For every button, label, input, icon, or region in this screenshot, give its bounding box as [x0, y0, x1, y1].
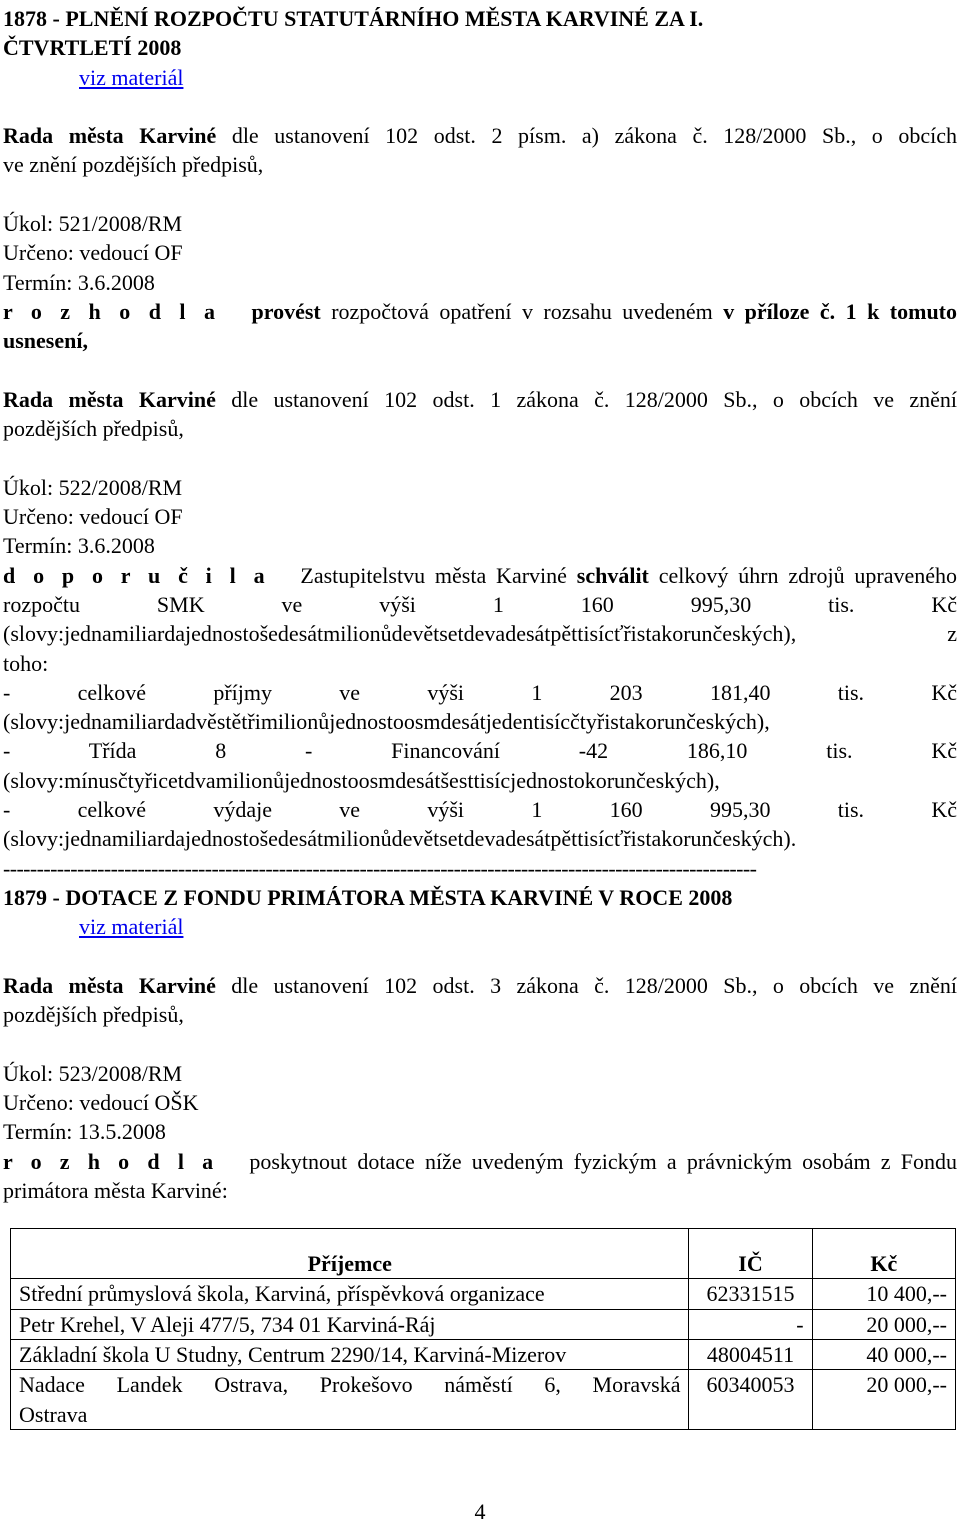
expenditure-line: - celkové výdaje ve výši 1 160 995,30 tis. Kč [3, 797, 957, 823]
header-amount: Kč [812, 1229, 955, 1279]
task-521: Úkol: 521/2008/RM [3, 211, 183, 237]
financing-line: - Třída 8 - Financování -42 186,10 tis. Kč [3, 738, 957, 764]
recipient-cell [11, 1370, 689, 1430]
authority-clause-1-cont: ve znění pozdějších předpisů, [3, 152, 264, 178]
section-1878-title-line1: 1878 - PLNĚNÍ ROZPOČTU STATUTÁRNÍHO MĚSTA KARVINÉ ZA I. [3, 6, 704, 31]
income-line: - celkové příjmy ve výši 1 203 181,40 tis. Kč [3, 679, 957, 705]
authority-clause-2: Rada města Karviné dle ustanovení 102 odst. 1 zákona č. 128/2000 Sb., o obcích ve znění [3, 386, 957, 412]
recipient-cell: Petr Krehel, V Aleji 477/5, 734 01 Karviná-Ráj [11, 1309, 689, 1339]
section-1878-title-line2: ČTVRTLETÍ 2008 [3, 35, 182, 61]
table-row [11, 1340, 956, 1370]
amount-cell: 40 000,-- [812, 1340, 955, 1370]
amount-cell: 20 000,-- [812, 1370, 955, 1430]
budget-total-line: rozpočtu SMK ve výši 1 160 995,30 tis. Kč [3, 591, 957, 617]
header-ic: IČ [689, 1229, 812, 1279]
recommendation-522: d o p o r u č i l a Zastupitelstvu města Karviné schválit celkový úhrn zdrojů upraveného [3, 562, 958, 588]
resolution-521: r o z h o d l a provést rozpočtová opatření v rozsahu uvedeném v příloze č. 1 k tomuto [3, 298, 957, 324]
financing-words: (slovy:mínusčtyřicetdvamilionůjednostoosmdesátšesttisícjednostokorunčeských), [3, 767, 720, 793]
ic-cell: 60340053 [689, 1370, 812, 1430]
resolution-523-cont: primátora města Karviné: [3, 1177, 228, 1203]
resolution-521-cont: usnesení, [3, 328, 88, 354]
of-which-label: toho: [3, 650, 49, 676]
authority-clause-1: Rada města Karviné dle ustanovení 102 odst. 2 písm. a) zákona č. 128/2000 Sb., o obcích [3, 123, 958, 149]
amount-cell: 10 400,-- [812, 1279, 955, 1309]
view-material-link-1879[interactable]: viz materiál [79, 914, 184, 940]
ic-cell: 62331515 [689, 1279, 812, 1309]
deadline-522: Termín: 3.6.2008 [3, 533, 155, 559]
recipient-cell: Střední průmyslová škola, Karviná, příspěvková organizace [11, 1279, 689, 1309]
page-number: 4 [474, 1499, 486, 1524]
recipient-line2: Ostrava [19, 1401, 88, 1427]
task-523: Úkol: 523/2008/RM [3, 1060, 183, 1086]
income-words: (slovy:jednamiliardadvěstětřimilionůjednostoosmdesátjedentisícčtyřistakorunčeských), [3, 709, 770, 735]
table-row [11, 1309, 956, 1339]
section-1878-title [3, 4, 957, 63]
recipient-line1: Nadace Landek Ostrava, Prokešovo náměstí 6, Moravská [19, 1372, 681, 1398]
deadline-523: Termín: 13.5.2008 [3, 1119, 166, 1145]
assigned-521: Určeno: vedoucí OF [3, 240, 183, 266]
deadline-521: Termín: 3.6.2008 [3, 269, 155, 295]
authority-clause-3: Rada města Karviné dle ustanovení 102 odst. 3 zákona č. 128/2000 Sb., o obcích ve znění [3, 972, 957, 998]
assigned-522: Určeno: vedoucí OF [3, 504, 183, 530]
authority-clause-3-cont: pozdějších předpisů, [3, 1002, 184, 1028]
amount-cell: 20 000,-- [812, 1309, 955, 1339]
table-row [11, 1370, 956, 1430]
ic-cell: 48004511 [689, 1340, 812, 1370]
authority-clause-2-cont: pozdějších předpisů, [3, 416, 184, 442]
section-separator: ---------------------------------------------------------------------------------------------------------------- [3, 855, 757, 881]
ic-cell: - [689, 1309, 812, 1339]
budget-total-words: (slovy:jednamiliardajednostošedesátmilionůdevětsetdevadesátpěttisícťřistakorunčeských), z [3, 621, 957, 647]
grants-table [10, 1228, 956, 1430]
table-header-row [11, 1229, 956, 1279]
table-row [11, 1279, 956, 1309]
resolution-523: r o z h o d l a poskytnout dotace níže uvedeným fyzickým a právnickým osobám z Fondu [3, 1148, 958, 1174]
view-material-link-1878[interactable]: viz materiál [79, 64, 184, 90]
recipient-cell: Základní škola U Studny, Centrum 2290/14, Karviná-Mizerov [11, 1340, 689, 1370]
task-522: Úkol: 522/2008/RM [3, 474, 183, 500]
expenditure-words: (slovy:jednamiliardajednostošedesátmilionůdevětsetdevadesátpěttisícťřistakorunčeských). [3, 826, 797, 852]
document-page [3, 4, 957, 1430]
assigned-523: Určeno: vedoucí OŠK [3, 1089, 199, 1115]
section-1879-title: 1879 - DOTACE Z FONDU PRIMÁTORA MĚSTA KARVINÉ V ROCE 2008 [3, 884, 733, 910]
header-recipient: Příjemce [11, 1229, 689, 1279]
